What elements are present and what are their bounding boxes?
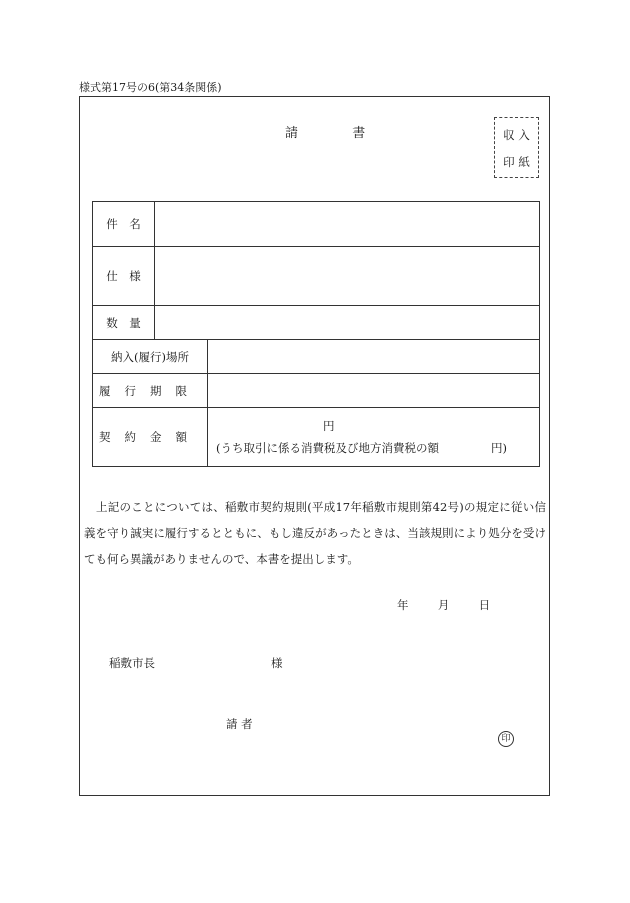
revenue-stamp-box — [494, 117, 539, 178]
date-month: 月 — [437, 598, 450, 612]
date-line — [397, 597, 490, 613]
amount-value[interactable] — [208, 408, 540, 467]
deadline-label: 履行期限 — [93, 374, 208, 408]
quantity-value[interactable] — [155, 306, 540, 340]
tax-note-suffix: 円) — [490, 441, 507, 455]
date-year: 年 — [397, 598, 409, 612]
yen-unit: 円 — [323, 419, 335, 433]
title-char-1: 請 — [285, 126, 299, 141]
applicant-label: 請 者 — [226, 717, 253, 731]
delivery-value[interactable] — [208, 340, 540, 374]
delivery-label: 納入(履行)場所 — [93, 340, 208, 374]
honorific: 様 — [271, 656, 283, 670]
stamp-label-line2: 印 紙 — [503, 155, 530, 169]
seal-mark: 印 — [498, 731, 514, 747]
deadline-value[interactable] — [208, 374, 540, 408]
tax-note — [216, 440, 539, 456]
title-char-2: 書 — [352, 126, 366, 141]
subject-label: 件 名 — [93, 202, 155, 247]
table-row-spec — [93, 247, 540, 306]
table-row-amount — [93, 408, 540, 467]
subject-value[interactable] — [155, 202, 540, 247]
table-row-deadline — [93, 374, 540, 408]
date-day: 日 — [478, 598, 491, 612]
stamp-label-line1: 収 入 — [503, 128, 530, 142]
spec-label: 仕 様 — [93, 247, 155, 306]
declaration-text — [84, 494, 546, 572]
quantity-label: 数 量 — [93, 306, 155, 340]
tax-note-prefix: (うち取引に係る消費税及び地方消費税の額 — [216, 441, 439, 455]
form-number: 様式第17号の6(第34条関係) — [79, 81, 222, 94]
document-title — [285, 122, 365, 141]
addressee: 稲敷市長 — [109, 656, 155, 670]
table-row-subject — [93, 202, 540, 247]
contract-info-table — [92, 201, 540, 467]
declaration-paragraph: 上記のことについては、稲敷市契約規則(平成17年稲敷市規則第42号)の規定に従い信義を守り誠実に履行するとともに、もし違反があったときは、当該規則により処分を受けても何ら異議がありませんので、本書を提出します。 — [84, 500, 546, 566]
spec-value[interactable] — [155, 247, 540, 306]
amount-label: 契約金額 — [93, 408, 208, 467]
table-row-quantity — [93, 306, 540, 340]
table-row-delivery — [93, 340, 540, 374]
